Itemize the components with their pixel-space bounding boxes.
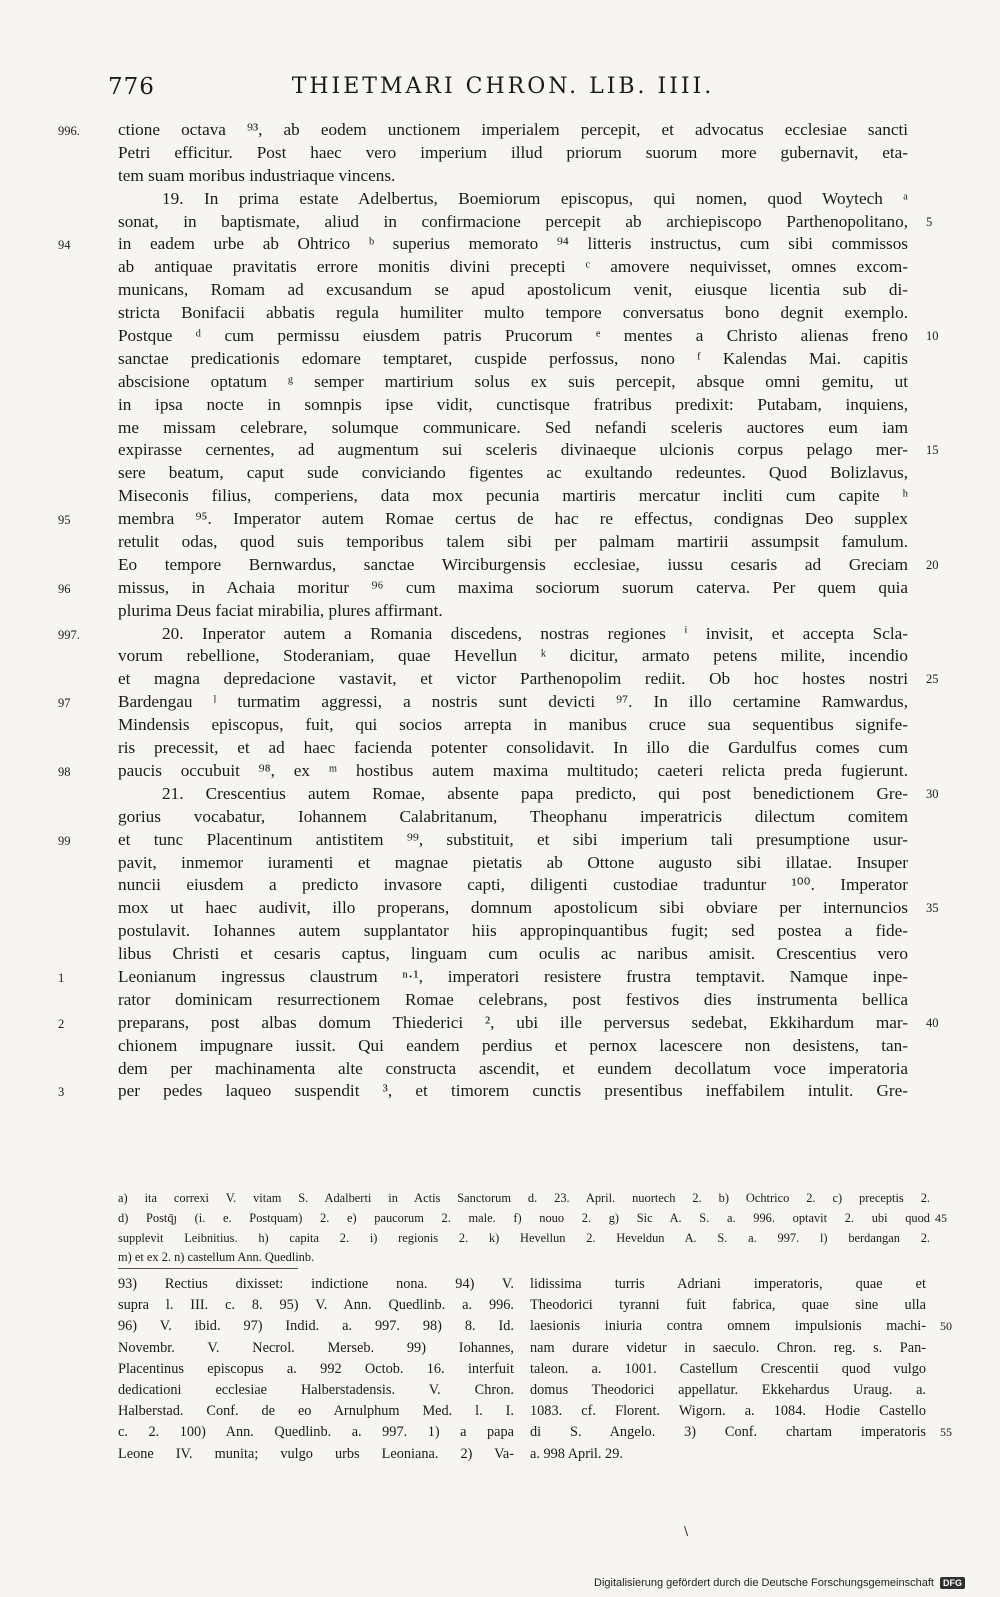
line-text: preparans, post albas domum Thiederici ², ubi ille perversus sedebat, Ekkihardum mar- [118,1012,908,1032]
line-number: 5 [926,214,933,229]
text-line [118,462,908,485]
text-line [118,211,933,234]
text-line [58,119,908,142]
line-number: 25 [926,672,939,687]
text-line [118,142,908,165]
line-text: per pedes laqueo suspendit ³, et timorem cunctis presentibus ineffabilem intulit. Gre- [118,1081,908,1101]
text-line [118,394,908,417]
line-text: membra ⁹⁵. Imperator autem Romae certus de hac re effectus, condignas Deo supplex [118,509,908,529]
apparatus-text: a) ita correxi V. vitam S. Adalberti in Actis Sanctorum d. 23. April. nuortech 2. b) Ochtrico 2. c) preceptis 2. [118,1191,930,1205]
text-line [58,1080,908,1103]
commentary-line [530,1444,926,1465]
commentary-text: lidissima turris Adriani imperatoris, quae et [530,1276,926,1292]
line-number: 45 [935,1210,947,1225]
commentary-right-column [530,1274,952,1465]
line-text: libus Christi et cesaris captus, linguam cum oculis ac naribus amisit. Crescentius vero [118,944,908,964]
line-text: nuncii eiusdem a predicto invasore capti, diligenti custodiae traduntur ¹⁰⁰. Imperator [118,875,908,895]
line-text: missus, in Achaia moritur ⁹⁶ cum maxima sociorum suorum caterva. Per quem quia [118,577,908,597]
line-text: sanctae predicationis edomare temptaret, cuspide perfossus, nono ᶠ Kalendas Mai. capitis [118,348,908,368]
commentary-line: supra l. III. c. 8. 95) V. Ann. Quedlinb. a. 996. [118,1297,514,1314]
line-text: Leonianum ingressus claustrum ⁿ·¹, imperatori resistere frustra temptavit. Namque inpe- [118,966,908,986]
apparatus-text: supplevit Leibnitius. h) capita 2. i) regionis 2. k) Hevellun 2. Heveldun A. S. a. 997. l) berdangan 2. [118,1230,930,1245]
apparatus-line [118,1189,930,1209]
apparatus-line [118,1229,930,1249]
commentary-left-column [118,1274,514,1465]
text-line [118,302,908,325]
line-text: plurima Deus faciat mirabilia, plures affirmant. [118,600,443,620]
margin-note: 997. [58,627,80,642]
text-line [118,943,908,966]
commentary-line: 93) Rectius dixisset: indictione nona. 94) V. [118,1276,514,1292]
line-number: 35 [926,901,939,916]
text-line [118,256,908,279]
line-text: et magna depredacione vastavit, et victor Parthenopolim rediit. Ob hoc hostes nostri [118,669,908,689]
text-line [118,783,939,806]
text-line [118,485,908,508]
running-title: THIETMARI CHRON. LIB. IIII. [291,74,715,99]
text-line [58,829,908,852]
text-line [118,714,908,737]
margin-note: 2 [58,1016,65,1031]
line-text: gorius vocabatur, Iohannem Calabritanum, Theophanu imperatricis dilectum comitem [118,806,908,826]
text-line [58,1012,939,1035]
text-line [118,325,939,348]
commentary-line [530,1401,926,1422]
commentary-line [530,1338,926,1359]
text-line [118,989,908,1012]
line-text: abscisione optatum ᵍ semper martirium solus ex suis percepit, absque omni gemitu, ut [118,371,908,391]
dfg-logo: DFG [940,1577,965,1589]
margin-note: 99 [58,833,71,848]
line-number: 40 [926,1015,939,1030]
margin-note: 3 [58,1085,65,1100]
text-line [118,852,908,875]
line-text: 19. In prima estate Adelbertus, Boemiorum episcopus, qui nomen, quod Woytech ᵃ [162,188,908,208]
line-text: retulit odas, quod suis temporibus talem sibi per palmam martirii assumpsit famulum. [118,532,908,552]
margin-note: 95 [58,513,71,528]
line-text: ctione octava ⁹³, ab eodem unctionem imperialem percepit, et advocatus ecclesiae sancti [118,120,908,139]
commentary-line: c. 2. 100) Ann. Quedlinb. a. 997. 1) a papa [118,1424,514,1441]
text-line [118,348,908,371]
main-text [58,119,939,1103]
text-line [118,737,908,760]
line-text: Miseconis filius, comperiens, data mox pecunia martiris mercatur incliti cum capite ʰ [118,486,908,506]
page-number: 776 [108,74,155,100]
margin-note: 98 [58,764,71,779]
line-text: Postque ᵈ cum permissu eiusdem patris Prucorum ᵉ mentes a Christo alienas freno [118,326,908,346]
text-line [118,668,939,691]
text-line [118,417,908,440]
line-text: dem per machinamenta alte constructa ascendit, et eundem decollatum voce imperatoria [118,1058,908,1078]
line-text: ab antiquae pravitatis errore monitis divini precepti ᶜ amovere nequivisset, omnes excom- [118,257,908,277]
line-text: chionem impugnare iussit. Qui eandem perdius et pernox lacescere non desistens, tan- [118,1035,908,1055]
text-line [58,508,908,531]
line-text: et tunc Placentinum antistitem ⁹⁹, substituit, et sibi imperium tali presumptione usur- [118,829,908,849]
line-number: 55 [940,1425,952,1440]
line-text: in ipsa nocte in somnpis ipse vidit, cunctisque fratribus predixit: Putabam, inquiens, [118,394,908,414]
line-text: postulavit. Iohannes autem supplantator hiis appropinquantibus fugit; sed postea a fide- [118,921,908,941]
line-number: 10 [926,329,939,344]
commentary-line: dedicationi ecclesiae Halberstadensis. V. Chron. [118,1381,514,1398]
line-number: 30 [926,786,939,801]
line-text: me missam celebrare, solumque communicare. Sed nefandi sceleris auctores eum iam [118,417,908,437]
text-line [58,760,908,783]
line-text: pavit, inmemor iuramenti et magnae pietatis ab Ottone augusto sibi illatae. Insuper [118,852,908,872]
line-text: Bardengau ˡ turmatim aggressi, a nostris sunt devicti ⁹⁷. In illo certamine Ramwardus, [118,692,908,712]
text-line [58,966,908,989]
commentary-line [530,1380,926,1401]
margin-note: 1 [58,970,65,985]
footer-mark: \ [684,1524,689,1538]
commentary-line [530,1422,952,1443]
critical-apparatus [118,1189,947,1268]
commentary-text: 1083. cf. Florent. Wigorn. a. 1084. Hodie Castello [530,1403,926,1420]
commentary-text: Theodorici tyranni fuit fabrica, quae sine ulla [530,1297,926,1314]
text-line [118,1035,908,1058]
line-text: ris precessit, et ad haec facienda potenter consolidavit. In illo die Gardulfus comes cum [118,738,908,758]
apparatus-text: d) Postq̄ȷ (i. e. Postquam) 2. e) paucorum 2. male. f) nouo 2. g) Sic A. S. a. 996. optavit 2. ubi quod [118,1210,930,1225]
line-text: Petri efficitur. Post haec vero imperium illud priorum suorum more gubernavit, eta- [118,142,908,162]
margin-note: 97 [58,696,71,711]
footnote-divider [118,1268,298,1269]
line-text: sere beatum, caput sude conviciando figentes ac exultando redeuntes. Quod Bolizlavus, [118,463,908,483]
text-line [118,806,908,829]
commentary-text: di S. Angelo. 3) Conf. chartam imperatoris [530,1424,926,1441]
margin-note: 96 [58,581,71,596]
commentary-line: 96) V. ibid. 97) Indid. a. 997. 98) 8. Id. [118,1318,514,1335]
line-text: rator dominicam resurrectionem Romae celebrans, post festivos dies instrumenta bellica [118,989,908,1009]
commentary-line [530,1359,926,1380]
commentary-line [530,1316,952,1337]
commentary-line: Placentinus episcopus a. 992 Octob. 16. interfuit [118,1360,514,1377]
line-text: sonat, in baptismate, aliud in confirmacione percepit ab archiepiscopo Parthenopolitano, [118,211,908,231]
line-text: Mindensis episcopus, fuit, qui socios arrepta in manibus cruce sua sequentibus signife- [118,715,908,735]
commentary-line: Halberstad. Conf. de eo Arnulphum Med. l. I. [118,1403,514,1420]
text-line [118,371,908,394]
margin-note: 94 [58,238,71,253]
commentary-line: Novembr. V. Necrol. Merseb. 99) Iohannes, [118,1339,514,1356]
apparatus-text: m) et ex 2. n) castellum Ann. Quedlinb. [118,1250,315,1265]
text-line [118,188,908,211]
commentary-text: taleon. a. 1001. Castellum Crescentii quod vulgo [530,1360,926,1377]
commentary-line: Leone IV. munita; vulgo urbs Leoniana. 2) Va- [118,1445,514,1462]
line-number: 15 [926,443,939,458]
apparatus-line [118,1248,930,1268]
text-line [118,1058,908,1081]
commentary-text: nam durare videtur in saeculo. Chron. reg. s. Pan- [530,1339,926,1356]
text-line [118,279,908,302]
commentary-text: laesionis iniuria contra omnem impulsionis machi- [530,1318,926,1335]
margin-note: 996. [58,124,80,138]
text-line [118,165,908,188]
text-line [118,531,908,554]
digitization-credit [594,1577,965,1589]
line-text: mox ut haec audivit, illo properans, domnum apostolicum sibi obviare per internuncios [118,898,908,918]
line-number: 20 [926,557,939,572]
credit-text: Digitalisierung gefördert durch die Deutsche Forschungsgemeinschaft [594,1577,934,1589]
line-text: expirasse cernentes, ad augmentum sui sceleris divinaeque ulcionis corpus pelago mer- [118,440,908,460]
text-line [118,897,939,920]
text-line [58,691,908,714]
commentary-line [530,1274,926,1295]
line-text: Eo tempore Bernwardus, sanctae Wirciburgensis ecclesiae, iussu cesaris ad Greciam [118,554,908,574]
line-number: 50 [940,1319,952,1334]
text-line [118,439,939,462]
text-line [58,577,908,600]
line-text: tem suam moribus industriaque vincens. [118,165,396,185]
text-line [118,874,908,897]
text-line [118,554,939,577]
page-header [108,74,898,114]
commentary-line [530,1295,926,1316]
commentary-text: domus Theodorici appellatur. Ekkehardus Uraug. a. [530,1381,926,1398]
line-text: 20. Inperator autem a Romania discedens, nostras regiones ⁱ invisit, et accepta Scla- [162,623,908,643]
text-line [118,600,908,623]
text-line [118,645,908,668]
text-line [58,233,908,256]
text-line [118,920,908,943]
commentary-text: a. 998 April. 29. [530,1445,623,1462]
line-text: vorum rebellione, Stoderaniam, quae Hevellun ᵏ dicitur, armato petens milite, incendio [118,646,908,666]
line-text: in eadem urbe ab Ohtrico ᵇ superius memorato ⁹⁴ litteris instructus, cum sibi commissos [118,234,908,254]
text-line [58,623,908,646]
line-text: municans, Romam ad excusandum se apud apostolicum venit, eiusque licentia sub di- [118,280,908,300]
line-text: stricta Bonifacii abbatis regula humiliter multo tempore conversatus bono degnit exemplo. [118,303,908,323]
apparatus-line [118,1209,947,1229]
line-text: paucis occubuit ⁹⁸, ex ᵐ hostibus autem maxima multitudo; caeteri relicta preda fugierunt. [118,760,908,780]
line-text: 21. Crescentius autem Romae, absente papa predicto, qui post benedictionem Gre- [162,783,908,803]
